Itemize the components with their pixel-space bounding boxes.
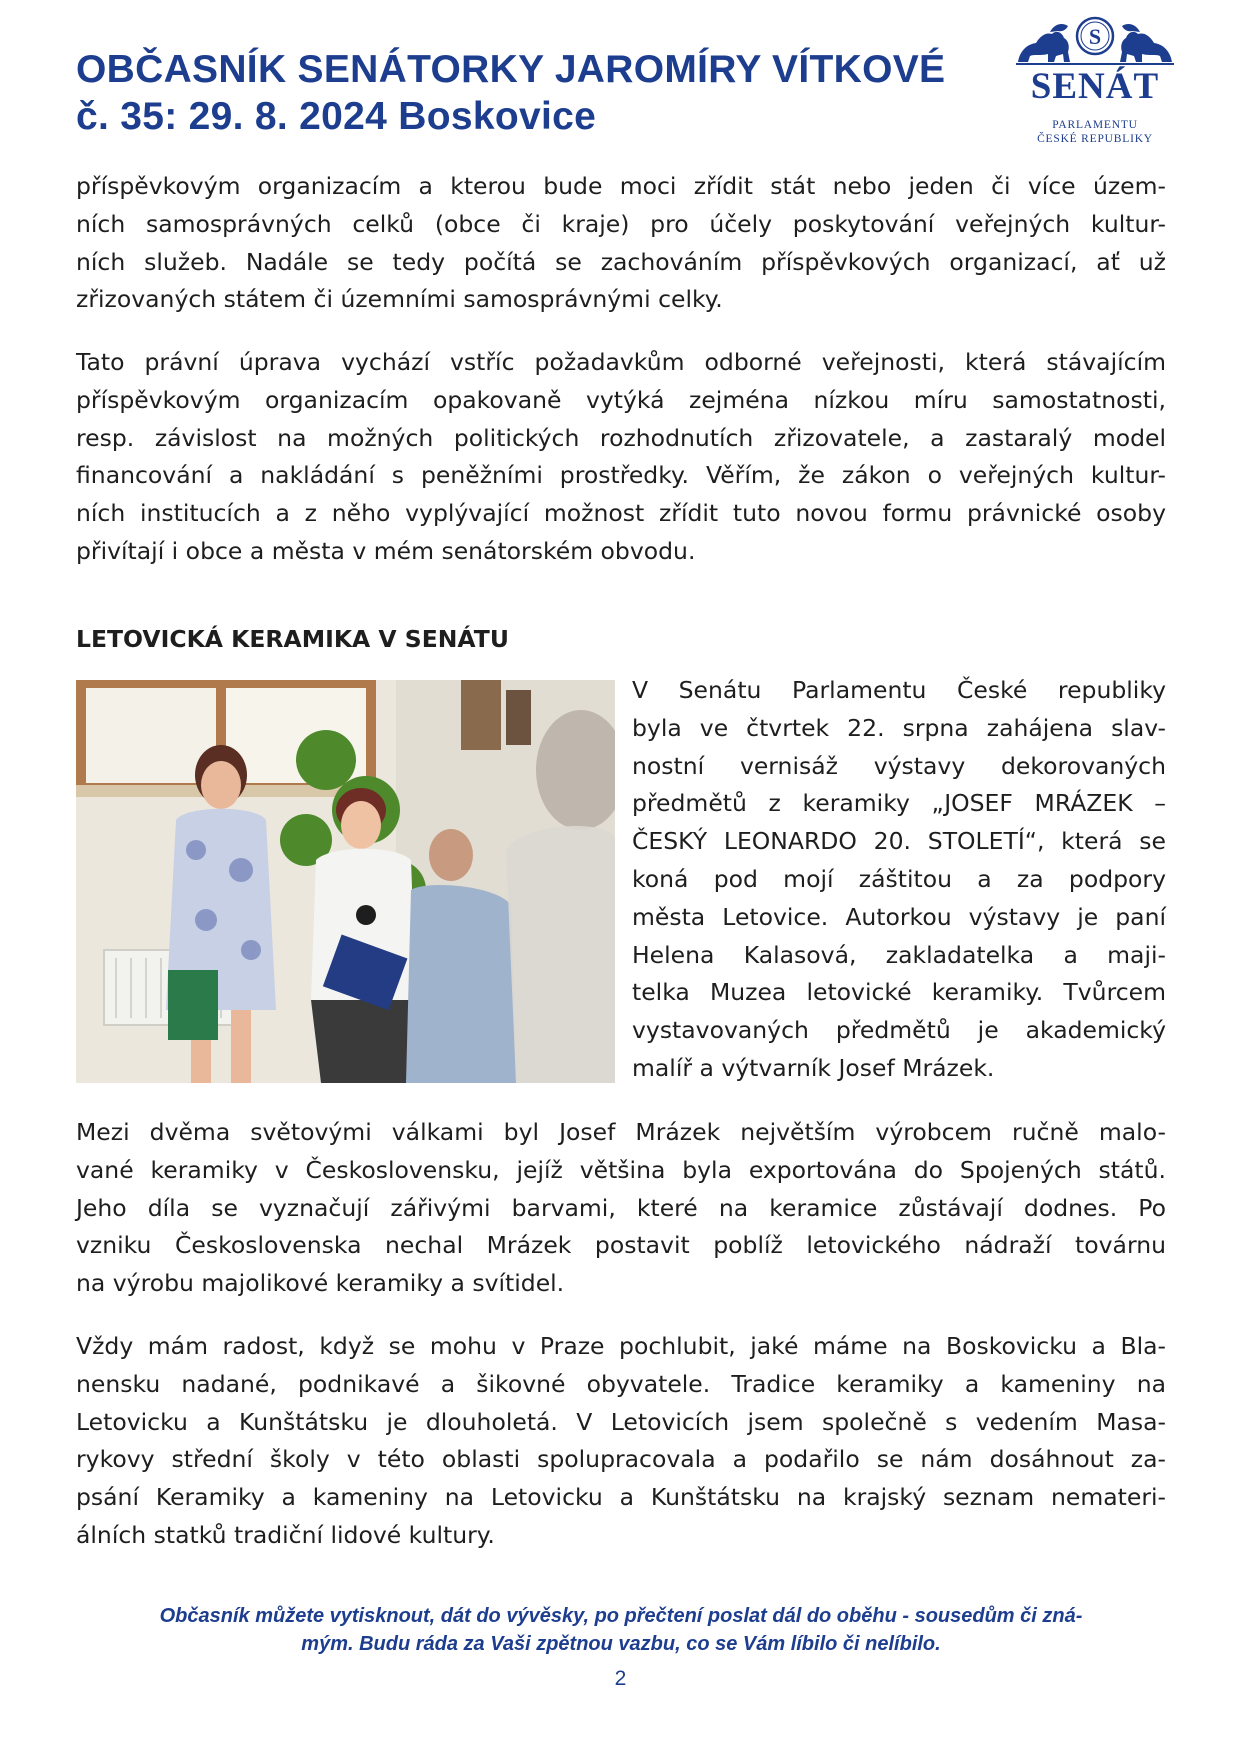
text-line: Letovicku a Kunštátsku je dlouholetá. V Letovicích jsem společně s vedením Masa- xyxy=(76,1407,1166,1436)
section-heading: LETOVICKÁ KERAMIKA V SENÁTU xyxy=(76,625,509,653)
text-line: předmětů z keramiky „JOSEF MRÁZEK – xyxy=(632,789,1166,818)
intro-paragraph xyxy=(76,168,1166,319)
tradition-paragraph xyxy=(76,1328,1166,1555)
title-line-1: OBČASNÍK SENÁTORKY JAROMÍRY VÍTKOVÉ xyxy=(76,48,946,91)
photo-illustration xyxy=(76,680,615,1083)
text-line: nostní vernisáž výstavy dekorovaných xyxy=(632,751,1166,780)
text-line: příspěvkovým organizacím a kterou bude moci zřídit stát nebo jeden či více územ- xyxy=(76,172,1166,200)
text-line: Jeho díla se vyznačují zářivými barvami, které na keramice zůstávají dodnes. Po xyxy=(76,1193,1166,1222)
footer-line-1: Občasník můžete vytisknout, dát do vývěsky, po přečtení poslat dál do oběhu - sousedům či zná- xyxy=(159,1605,1083,1627)
logo-wordmark: SENÁT xyxy=(1030,66,1160,107)
title-line-2: č. 35: 29. 8. 2024 Boskovice xyxy=(76,95,597,138)
text-line: ČESKÝ LEONARDO 20. STOLETÍ“, která se xyxy=(632,827,1166,856)
text-line: na výrobu majolikové keramiky a svítidel. xyxy=(76,1269,565,1298)
text-line: álních statků tradiční lidové kultury. xyxy=(76,1520,495,1549)
text-line: Vždy mám radost, když se mohu v Praze pochlubit, jaké máme na Boskovicku a Bla- xyxy=(76,1332,1166,1360)
page-number: 2 xyxy=(614,1667,627,1690)
senat-logo xyxy=(1010,10,1180,145)
mrazek-paragraph xyxy=(76,1114,1166,1303)
footer-note xyxy=(76,1602,1166,1658)
text-line: vystavovaných předmětů je akademický xyxy=(632,1016,1166,1045)
text-line: zřizovaných státem či územními samosprávnými celky. xyxy=(76,285,723,314)
text-line: ních služeb. Nadále se tedy počítá se zachováním příspěvkových organizací, ať už xyxy=(76,247,1166,276)
text-line: psání Keramiky a kameniny na Letovicku a Kunštátsku na krajský seznam nemateri- xyxy=(76,1483,1166,1512)
text-line: financování a nakládání s peněžními prostředky. Věřím, že zákon o veřejných kultur- xyxy=(76,461,1166,490)
text-line: malíř a výtvarník Josef Mrázek. xyxy=(632,1053,995,1082)
footer-line-2: mým. Budu ráda za Vaši zpětnou vazbu, co se Vám líbilo či nelíbilo. xyxy=(301,1633,941,1655)
legal-reform-paragraph xyxy=(76,344,1166,571)
text-line: V Senátu Parlamentu České republiky xyxy=(632,676,1166,704)
text-line: ních institucích a z něho vyplývající možnost zřídit tuto novou formu právnické osoby xyxy=(76,499,1166,528)
text-line: příspěvkovým organizacím opakovaně vytýká zejména nízkou míru samostatnosti, xyxy=(76,385,1166,414)
logo-subtitle-2: ČESKÉ REPUBLIKY xyxy=(1037,133,1153,145)
text-line: vzniku Československa nechal Mrázek postavit poblíž letovického nádraží továrnu xyxy=(76,1231,1166,1260)
text-line: Helena Kalasová, zakladatelka a maji- xyxy=(632,940,1166,969)
text-line: Tato právní úprava vychází vstříc požadavkům odborné veřejnosti, která stávajícím xyxy=(76,348,1166,376)
logo-subtitle-1: PARLAMENTU xyxy=(1052,119,1138,131)
exhibition-photo xyxy=(76,680,615,1083)
page-title xyxy=(76,46,945,140)
text-line: města Letovice. Autorkou výstavy je paní xyxy=(632,902,1166,931)
lions-shield-emblem-icon xyxy=(1010,10,1180,68)
text-line: Mezi dvěma světovými válkami byl Josef Mrázek největším výrobcem ručně malo- xyxy=(76,1118,1166,1146)
text-line: koná pod mojí záštitou a za podpory xyxy=(632,864,1166,893)
text-line: resp. závislost na možných politických rozhodnutích zřizovatele, a zastaralý model xyxy=(76,423,1166,452)
text-line: ních samosprávných celků (obce či kraje) pro účely poskytování veřejných kultur- xyxy=(76,209,1166,238)
exhibition-text xyxy=(632,672,1166,1088)
text-line: nensku nadané, podnikavé a šikovné obyvatele. Tradice keramiky a kameniny na xyxy=(76,1369,1166,1398)
text-line: přivítají i obce a města v mém senátorském obvodu. xyxy=(76,536,696,565)
text-line: rykovy střední školy v této oblasti spolupracovala a podařilo se nám dosáhnout za- xyxy=(76,1445,1166,1474)
text-line: vané keramiky v Československu, jejíž většina byla exportována do Spojených států. xyxy=(76,1155,1166,1184)
svg-text:S: S xyxy=(1088,24,1102,49)
text-line: telka Muzea letovické keramiky. Tvůrcem xyxy=(632,978,1166,1007)
text-line: byla ve čtvrtek 22. srpna zahájena slav- xyxy=(632,713,1166,742)
